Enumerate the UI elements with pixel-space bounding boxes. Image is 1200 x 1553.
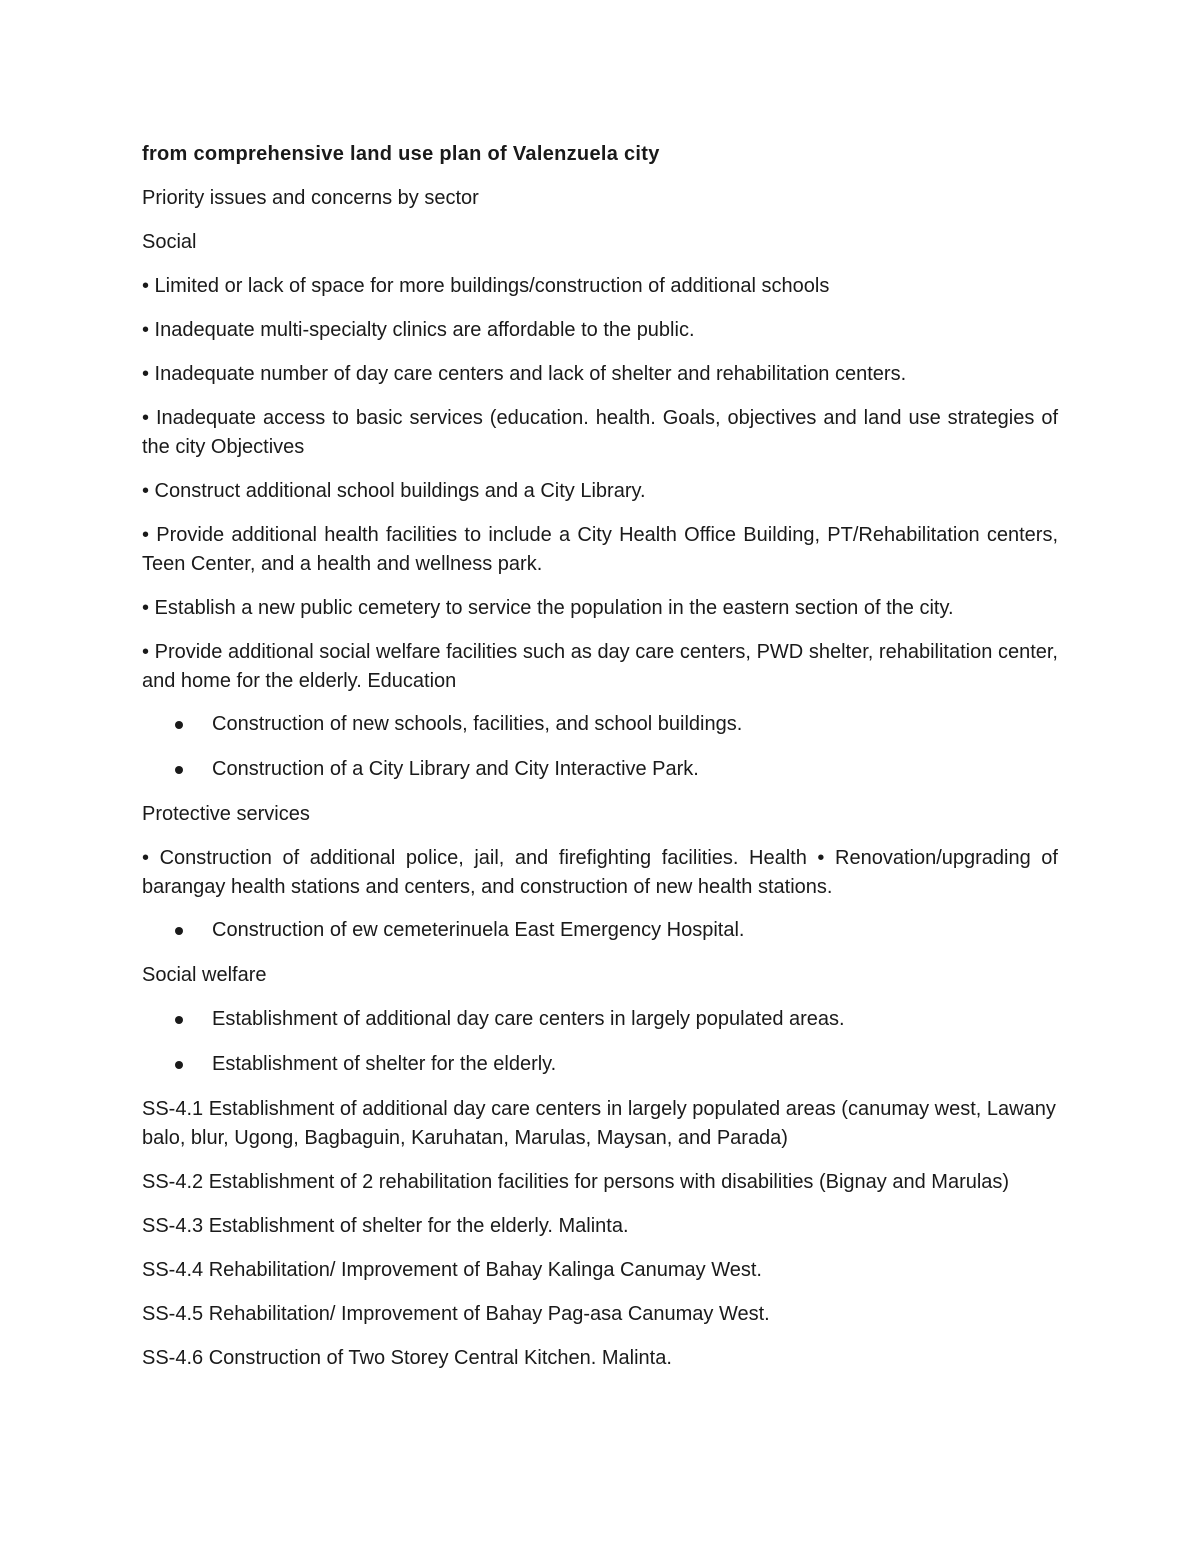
social-objective: • Provide additional health facilities to include a City Health Office Building, PT/Rehabilitation centers, Teen Center, and a health and wellness park. (142, 524, 1058, 575)
list-item-text: Construction of ew cemeterinuela East Emergency Hospital. (212, 919, 745, 941)
social-objective: • Construct additional school buildings and a City Library. (142, 480, 646, 502)
welfare-list (142, 1005, 1058, 1079)
list-item-text: Construction of a City Library and City Interactive Park. (212, 758, 699, 780)
list-item (142, 710, 1058, 739)
social-issue: • Inadequate number of day care centers and lack of shelter and rehabilitation centers. (142, 363, 907, 385)
ss-item: SS-4.2 Establishment of 2 rehabilitation facilities for persons with disabilities (Bignay and Marulas) (142, 1171, 1010, 1193)
protective-list (142, 916, 1058, 945)
social-objective: • Establish a new public cemetery to service the population in the eastern section of the city. (142, 597, 954, 619)
list-item-text: Construction of new schools, facilities, and school buildings. (212, 713, 743, 735)
list-item-text: Establishment of additional day care centers in largely populated areas. (212, 1008, 845, 1030)
social-objective: • Provide additional social welfare facilities such as day care centers, PWD shelter, rehabilitation center, and home for the elderly. Education (142, 641, 1058, 692)
social-heading: Social (142, 231, 197, 253)
protective-heading: Protective services (142, 803, 310, 825)
education-list (142, 710, 1058, 784)
social-issue: • Inadequate multi-specialty clinics are affordable to the public. (142, 319, 695, 341)
social-issue: • Limited or lack of space for more buildings/construction of additional schools (142, 275, 830, 297)
list-item (142, 755, 1058, 784)
document-body (142, 140, 1058, 1388)
bullet-icon (175, 721, 183, 729)
list-item (142, 916, 1058, 945)
bullet-icon (175, 1061, 183, 1069)
list-item (142, 1050, 1058, 1079)
bullet-icon (175, 927, 183, 935)
section-subtitle: Priority issues and concerns by sector (142, 187, 479, 209)
document-title: from comprehensive land use plan of Valenzuela city (142, 143, 660, 165)
ss-item: SS-4.6 Construction of Two Storey Central Kitchen. Malinta. (142, 1347, 672, 1369)
ss-item: SS-4.5 Rehabilitation/ Improvement of Bahay Pag-asa Canumay West. (142, 1303, 770, 1325)
bullet-icon (175, 1016, 183, 1024)
welfare-heading: Social welfare (142, 964, 267, 986)
ss-item: SS-4.3 Establishment of shelter for the elderly. Malinta. (142, 1215, 629, 1237)
bullet-icon (175, 766, 183, 774)
list-item-text: Establishment of shelter for the elderly. (212, 1053, 557, 1075)
ss-item: SS-4.4 Rehabilitation/ Improvement of Bahay Kalinga Canumay West. (142, 1259, 762, 1281)
list-item (142, 1005, 1058, 1034)
ss-item: SS-4.1 Establishment of additional day care centers in largely populated areas (canumay west, Lawany balo, blur, Ugong, Bagbaguin, Karuhatan, Marulas, Maysan, and Parada) (142, 1098, 1056, 1149)
social-issue: • Inadequate access to basic services (education. health. Goals, objectives and land use strategies of the city Objectives (142, 407, 1058, 458)
protective-text: • Construction of additional police, jail, and firefighting facilities. Health • Renovation/upgrading of barangay health stations and centers, and construction of new health stations. (142, 847, 1058, 898)
